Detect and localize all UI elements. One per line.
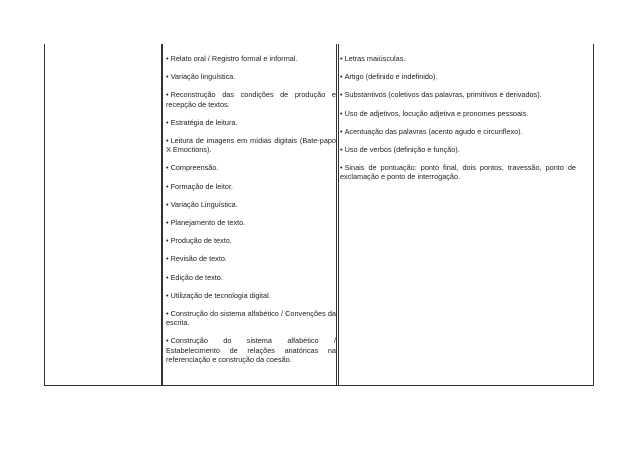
list-item xyxy=(166,254,336,263)
list-item xyxy=(340,72,576,81)
table-border-bottom xyxy=(44,385,594,386)
list-item-text: Substantivos (coletivos das palavras, primitivos e derivados). xyxy=(344,90,542,100)
table-divider-1 xyxy=(161,44,163,386)
list-item-text: Formação de leitor. xyxy=(170,181,234,191)
list-item xyxy=(166,136,336,154)
content-column-middle xyxy=(166,54,336,373)
bullet-icon: • xyxy=(166,254,169,264)
list-item-text: Edição de texto. xyxy=(170,272,223,282)
bullet-icon: • xyxy=(340,145,343,155)
table-divider-2 xyxy=(336,44,337,386)
list-item-text: Construção do sistema alfabético / Estabelecimento de relações anatóricas na referenciação e construção da coesão. xyxy=(166,336,336,364)
list-item-text: Revisão de texto. xyxy=(170,254,227,264)
list-item xyxy=(340,109,576,118)
list-item-text: Compreensão. xyxy=(170,163,219,173)
list-item xyxy=(340,127,576,136)
bullet-icon: • xyxy=(166,163,169,173)
list-item xyxy=(166,291,336,300)
list-item xyxy=(166,309,336,327)
list-item xyxy=(340,145,576,154)
bullet-icon: • xyxy=(166,218,169,228)
list-item-text: Leitura de imagens em mídias digitais (Bate-papo X Emoctions). xyxy=(166,136,336,155)
list-item-text: Acentuação das palavras (acento agudo e circunflexo). xyxy=(344,126,523,136)
list-item-text: Variação Linguística. xyxy=(170,199,238,209)
list-item-text: Uso de verbos (definição e função). xyxy=(344,145,460,155)
list-item xyxy=(166,72,336,81)
bullet-icon: • xyxy=(340,163,343,173)
list-item xyxy=(166,200,336,209)
bullet-icon: • xyxy=(166,90,169,100)
list-item xyxy=(340,90,576,99)
bullet-icon: • xyxy=(166,236,169,246)
bullet-icon: • xyxy=(166,199,169,209)
bullet-icon: • xyxy=(166,72,169,82)
table-border-left xyxy=(44,44,45,386)
bullet-icon: • xyxy=(166,54,169,63)
list-item xyxy=(166,273,336,282)
bullet-icon: • xyxy=(166,181,169,191)
list-item-text: Utilização de tecnologia digital. xyxy=(170,290,271,300)
bullet-icon: • xyxy=(340,72,343,82)
bullet-icon: • xyxy=(340,108,343,118)
bullet-icon: • xyxy=(166,272,169,282)
list-item xyxy=(166,90,336,108)
list-item xyxy=(166,236,336,245)
list-item-text: Construção do sistema alfabético / Convenções da escrita. xyxy=(166,309,336,328)
list-item xyxy=(340,163,576,181)
list-item xyxy=(166,336,336,364)
table-divider-2b xyxy=(338,44,339,386)
list-item-text: Relato oral / Registro formal e informal. xyxy=(170,54,298,63)
list-item xyxy=(166,163,336,172)
list-item-text: Letras maiúsculas. xyxy=(344,54,406,63)
list-item-text: Reconstrução das condições de produção e recepção de textos. xyxy=(166,90,336,109)
list-item-text: Sinais de pontuação: ponto final, dois pontos, travessão, ponto de exclamação e ponto de interrogação. xyxy=(340,163,576,182)
bullet-icon: • xyxy=(166,117,169,127)
list-item-text: Planejamento de texto. xyxy=(170,218,246,228)
list-item-text: Artigo (definido e indefinido). xyxy=(344,72,438,82)
bullet-icon: • xyxy=(340,126,343,136)
list-item xyxy=(166,218,336,227)
content-column-right xyxy=(340,54,576,191)
list-item-text: Variação linguística. xyxy=(170,72,236,82)
bullet-icon: • xyxy=(340,54,343,63)
list-item-text: Produção de texto. xyxy=(170,236,232,246)
bullet-icon: • xyxy=(166,136,169,146)
bullet-icon: • xyxy=(340,90,343,100)
table-border-right xyxy=(593,44,594,386)
list-item xyxy=(166,182,336,191)
bullet-icon: • xyxy=(166,290,169,300)
list-item xyxy=(340,54,576,63)
list-item xyxy=(166,118,336,127)
list-item-text: Estratégia de leitura. xyxy=(170,117,238,127)
list-item-text: Uso de adjetivos, locução adjetiva e pronomes pessoais. xyxy=(344,108,529,118)
list-item xyxy=(166,54,336,63)
bullet-icon: • xyxy=(166,309,169,319)
bullet-icon: • xyxy=(166,336,169,346)
